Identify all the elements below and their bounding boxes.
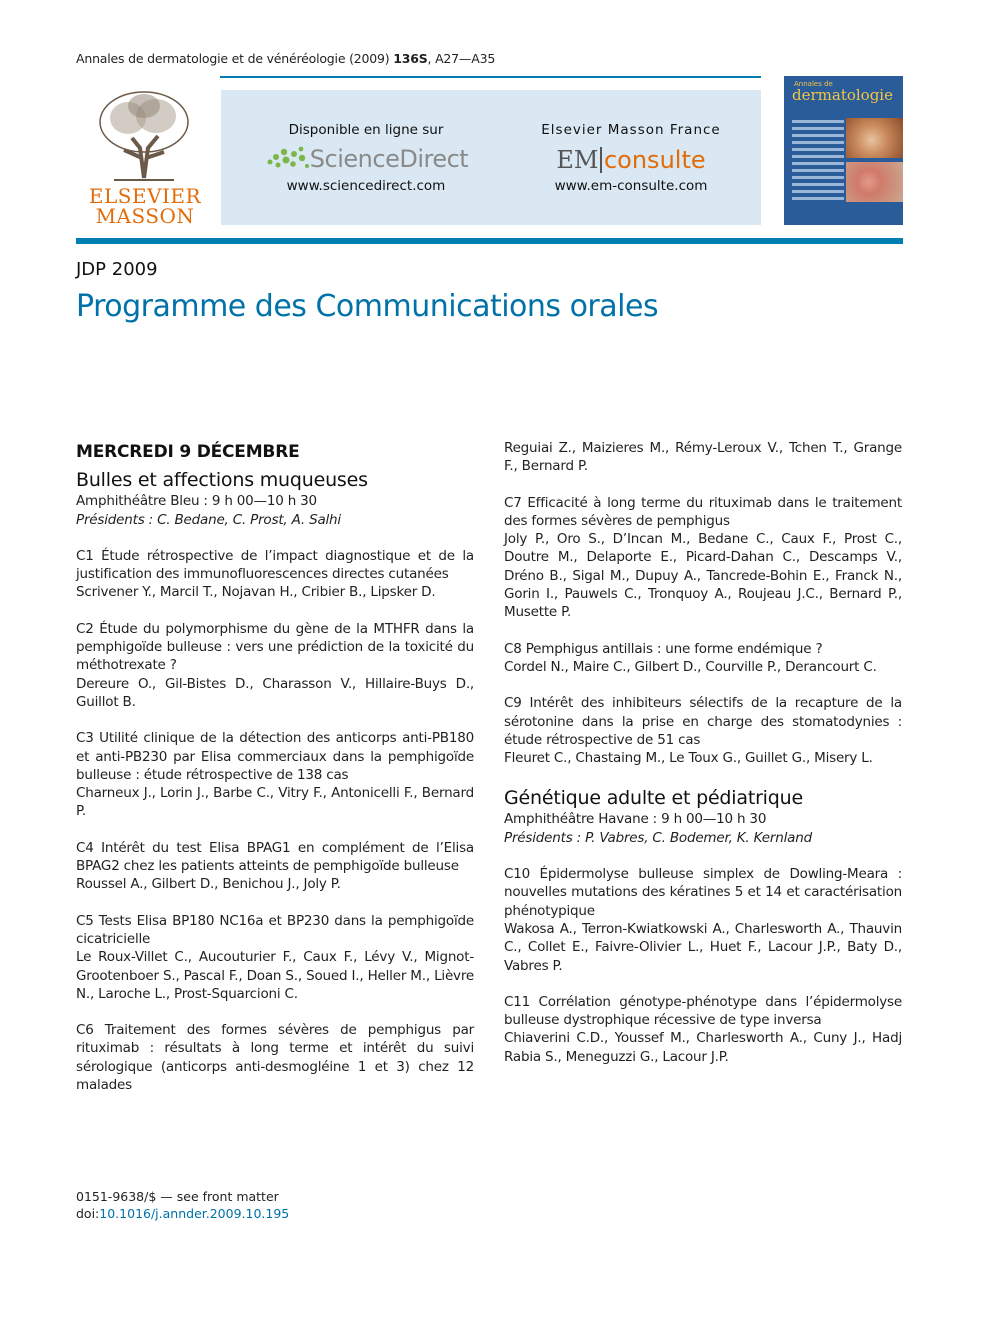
section-spacer — [504, 767, 902, 787]
communication-item — [504, 640, 902, 677]
communication-item — [504, 865, 902, 975]
communication-title: C9 Intérêt des inhibiteurs sélectifs de la recapture de la sérotonine dans la prise en charge des stomatodynies : étude rétrospective de 51 cas — [504, 695, 902, 748]
communication-authors: Roussel A., Gilbert D., Benichou J., Joly P. — [76, 876, 341, 893]
article-title: Programme des Communications orales — [76, 289, 659, 324]
communication-item — [76, 912, 474, 1003]
communication-item — [504, 494, 902, 622]
elsevier-tree-icon — [94, 88, 194, 184]
online-availability-banner — [221, 90, 761, 225]
header-rule — [76, 238, 903, 244]
communication-title: C1 Étude rétrospective de l’impact diagnostique et de la justification des immunofluorescences directes cutanées — [76, 547, 474, 583]
emconsulte-url[interactable]: www.em-consulte.com — [554, 178, 708, 194]
cover-title: dermatologie — [792, 86, 893, 104]
emconsulte-logo[interactable] — [526, 144, 736, 176]
session-presidents: Présidents : C. Bedane, C. Prost, A. Salhi — [76, 511, 341, 528]
journal-volume: 136S — [393, 51, 428, 66]
issn-line: 0151-9638/$ — see front matter — [76, 1189, 279, 1204]
top-rule — [220, 76, 761, 78]
journal-cover-thumbnail — [784, 76, 903, 225]
sciencedirect-block — [251, 122, 481, 194]
communication-item — [76, 547, 474, 602]
em-letters: EM — [556, 146, 599, 174]
communication-title: C6 Traitement des formes sévères de pemphigus par rituximab : résultats à long terme et intérêt du suivi sérologique (anticorps anti-desmogléine 1 et 3) chez 12 malades — [76, 1022, 474, 1094]
sciencedirect-logo[interactable] — [251, 142, 481, 176]
article-kicker: JDP 2009 — [76, 259, 158, 280]
page-footer — [76, 1188, 289, 1222]
communication-title: C11 Corrélation génotype-phénotype dans l’épidermolyse bulleuse dystrophique récessive de type inversa — [504, 993, 902, 1029]
session-venue: Amphithéâtre Bleu : 9 h 00—10 h 30 — [76, 493, 317, 510]
journal-reference — [76, 51, 495, 66]
communication-authors: Wakosa A., Terron-Kwiatkowski A., Charlesworth A., Thauvin C., Collet E., Faivre-Olivier L., Huet F., Lacour J.P., Baty D., Vabres P. — [504, 920, 902, 974]
communication-title: C10 Épidermolyse bulleuse simplex de Dowling-Meara : nouvelles mutations des kératines 5 et 14 et caractérisation phénotypique — [504, 866, 902, 919]
sd-available-label: Disponible en ligne sur — [288, 122, 444, 138]
left-column — [76, 443, 474, 1094]
cover-contents-lines — [792, 120, 844, 204]
communication-authors: Fleuret C., Chastaing M., Le Toux G., Guillet G., Misery L. — [504, 750, 873, 767]
communication-authors: Cordel N., Maire C., Gilbert D., Courville P., Derancourt C. — [504, 658, 877, 675]
sciencedirect-leaf-icon — [264, 144, 310, 174]
doi-label: doi: — [76, 1206, 100, 1221]
communication-authors: Chiaverini C.D., Youssef M., Charlesworth A., Cuny J., Hadj Rabia S., Meneguzzi G., Lacour J.P. — [504, 1030, 902, 1065]
emconsulte-block — [526, 122, 736, 194]
journal-name: Annales de dermatologie et de vénéréologie (2009) — [76, 51, 390, 66]
communication-item — [76, 839, 474, 894]
sciencedirect-name: ScienceDirect — [309, 145, 469, 173]
sciencedirect-url[interactable]: www.sciencedirect.com — [286, 178, 446, 194]
doi-link[interactable]: 10.1016/j.annder.2009.10.195 — [99, 1206, 290, 1221]
masson-wordmark: MASSON — [95, 204, 195, 228]
doi-line — [76, 1205, 289, 1222]
communication-title: C4 Intérêt du test Elisa BPAG1 en complément de l’Elisa BPAG2 chez les patients atteints de pemphigoïde bulleuse — [76, 839, 474, 875]
communication-authors: Charneux J., Lorin J., Barbe C., Vitry F., Antonicelli F., Bernard P. — [76, 785, 474, 820]
communication-title: C7 Efficacité à long terme du rituximab dans le traitement des formes sévères de pemphigus — [504, 494, 902, 529]
session-venue: Amphithéâtre Havane : 9 h 00—10 h 30 — [504, 811, 767, 828]
communication-item — [76, 1021, 474, 1094]
communication-authors: Le Roux-Villet C., Aucouturier F., Caux F., Lévy V., Mignot-Grootenboer S., Pascal F., Doan S., Soued I., Heller M., Lièvre N., Laroche L., Prost-Squarcioni C. — [76, 949, 474, 1002]
section-title: Génétique adulte et pédiatrique — [504, 787, 803, 810]
em-publisher-label: Elsevier Masson France — [541, 122, 721, 138]
right-column — [504, 439, 902, 1066]
communication-item — [76, 620, 474, 711]
communication-title: C2 Étude du polymorphisme du gène de la MTHFR dans la pemphigoïde bulleuse : vers une prédiction de la toxicité du méthotrexate ? — [76, 620, 474, 674]
cover-photo-bottom — [846, 162, 903, 202]
section-title: Bulles et affections muqueuses — [76, 469, 368, 492]
consulte-word: consulte — [603, 146, 706, 174]
cover-small-title: Annales de — [794, 80, 833, 88]
communication-item — [504, 694, 902, 767]
communication-authors: Dereure O., Gil-Bistes D., Charasson V., Hillaire-Buys D., Guillot B. — [76, 675, 474, 710]
day-heading: MERCREDI 9 DÉCEMBRE — [76, 442, 300, 462]
communication-title: C8 Pemphigus antillais : une forme endémique ? — [504, 640, 823, 657]
communication-item — [76, 729, 474, 820]
communication-title: C3 Utilité clinique de la détection des anticorps anti-PB180 et anti-PB230 par Elisa commerciaux dans la pemphigoïde bulleuse : étude rétrospective de 138 cas — [76, 730, 474, 783]
cover-photo-top — [846, 118, 903, 158]
communication-authors-continued: Reguiai Z., Maizieres M., Rémy-Leroux V., Tchen T., Grange F., Bernard P. — [504, 440, 902, 475]
communication-title: C5 Tests Elisa BP180 NC16a et BP230 dans la pemphigoïde cicatricielle — [76, 912, 474, 947]
elsevier-wordmark: ELSEVIER — [88, 184, 202, 208]
communication-authors: Joly P., Oro S., D’Incan M., Bedane C., Caux F., Prost C., Doutre M., Delaporte E., Picard-Dahan C., Descamps V., Dréno B., Sigal M., Dupuy A., Tancrede-Bohin E., Franck N., Gorin I., Pauwels C., Tronquoy A., Roujeau J.C., Bernard P., Musette P. — [504, 531, 902, 621]
communication-authors: Scrivener Y., Marcil T., Nojavan H., Cribier B., Lipsker D. — [76, 584, 436, 601]
journal-pages: , A27—A35 — [427, 51, 496, 66]
session-presidents: Présidents : P. Vabres, C. Bodemer, K. Kernland — [504, 829, 812, 846]
elsevier-masson-logo — [86, 88, 204, 228]
em-separator — [600, 147, 602, 173]
communication-item — [504, 993, 902, 1066]
